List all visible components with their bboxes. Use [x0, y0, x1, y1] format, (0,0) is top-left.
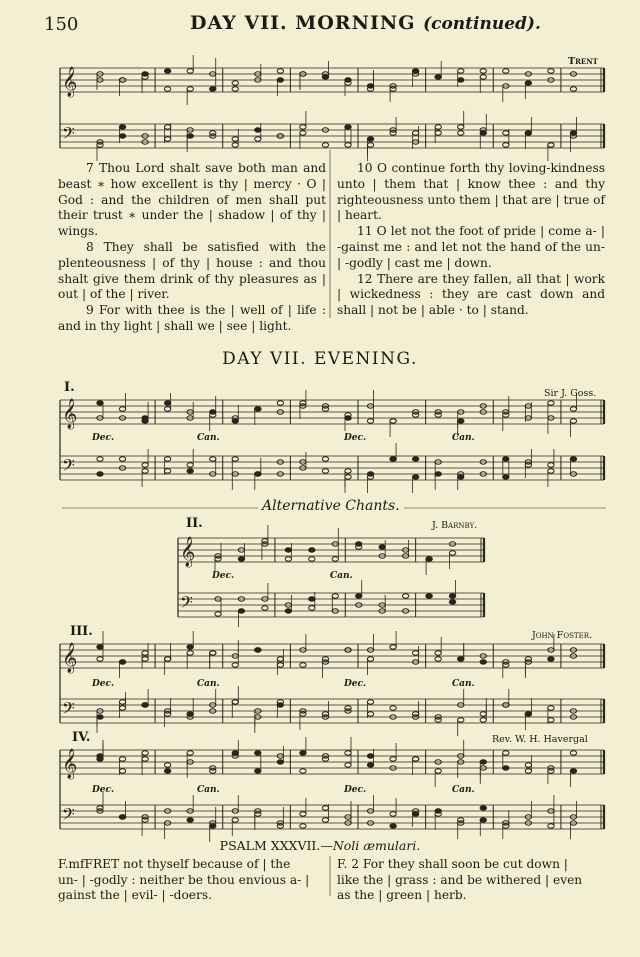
svg-text:𝄢: 𝄢 [62, 804, 75, 828]
psalm-column-left [58, 161, 326, 335]
svg-text:𝄞: 𝄞 [62, 399, 78, 429]
morning-chant-composer: Trent [568, 56, 598, 67]
chant-4-number: IV. [72, 730, 91, 745]
svg-text:𝄞: 𝄞 [62, 67, 78, 97]
svg-text:𝄢: 𝄢 [62, 455, 75, 479]
chant-2-number: II. [186, 516, 203, 531]
psalm-37-title [0, 838, 640, 853]
psalm-37-line: F.mfFRET not thyself because of | the [58, 857, 291, 871]
chant-3-number: III. [70, 624, 93, 639]
verse-9: 9 For with thee is the | well of | life : and in thy light | shall we | see | light. [58, 303, 326, 333]
psalm-37-line: F. 2 For they shall soon be cut down | [337, 857, 568, 871]
chant-4-can: Can. [197, 785, 220, 795]
verse-8: 8 They shall be satisfied with the plenteousness | of thy | house : and thou shalt give them drink of thy pleasures as | out | of the | river. [58, 239, 326, 302]
chant-1-dec: Dec. [92, 433, 115, 443]
verse-12: 12 There are they fallen, all that | work | wickedness : they are cast down and shall | not be | able · to | stand. [337, 271, 605, 318]
psalm-37-number: PSALM XXXVII. [219, 838, 321, 853]
chant-3-can: Can. [197, 679, 220, 689]
chant-1-can: Can. [197, 433, 220, 443]
evening-heading: DAY VII. EVENING. [222, 349, 418, 369]
svg-text:𝄞: 𝄞 [62, 749, 78, 779]
chant-4-composer: Rev. W. H. Havergal [492, 734, 588, 745]
chant-2-composer: J. Barnby. [432, 520, 478, 531]
svg-text:𝄢: 𝄢 [180, 592, 193, 616]
psalm-37-line: as the | green | herb. [337, 888, 467, 902]
chant-3-can-2: Can. [452, 679, 475, 689]
chant-2-can: Can. [330, 571, 353, 581]
psalm-37-line: gainst the | evil- | -doers. [58, 888, 212, 902]
psalm-37-verse-2 [337, 857, 582, 904]
chant-3-composer: John Foster. [532, 630, 592, 641]
chant-4-can-2: Can. [452, 785, 475, 795]
chant-4-dec: Dec. [92, 785, 115, 795]
svg-text:𝄢: 𝄢 [62, 698, 75, 722]
running-head-day: DAY VII. [190, 12, 288, 34]
verse-7: 7 Thou Lord shalt save both man and beast ∗ how excellent is thy | mercy · O | God : and the children of men shall put their trust ∗ under the | shadow | of thy | wings. [58, 161, 326, 239]
chant-2-dec: Dec. [212, 571, 235, 581]
chant-3-dec-2: Dec. [344, 679, 367, 689]
running-head-part: MORNING [295, 12, 416, 34]
page-number: 150 [44, 14, 79, 35]
psalm-37-line: un- | -godly : neither be thou envious a- | [58, 872, 310, 887]
svg-text:𝄞: 𝄞 [180, 537, 196, 567]
chant-4-dec-2: Dec. [344, 785, 367, 795]
verse-11: 11 O let not the foot of pride | come a- | -gainst me : and let not the hand of the un- | -godly | cast me | down. [337, 224, 605, 270]
svg-text:𝄞: 𝄞 [62, 643, 78, 673]
psalm-37-latin: —Noli æmulari. [320, 838, 421, 853]
chant-1-can-2: Can. [452, 433, 475, 443]
chant-1-dec-2: Dec. [344, 433, 367, 443]
svg-text:𝄢: 𝄢 [62, 123, 75, 147]
verse-10: 10 O continue forth thy loving-kindness unto | them that | know thee : and thy righteousness unto them | that are | true of | heart. [337, 161, 606, 223]
chant-1-composer: Sir J. Goss. [544, 388, 597, 399]
chant-3-dec: Dec. [92, 679, 115, 689]
psalm-37-verse-1 [58, 857, 309, 904]
chant-1-number: I. [64, 380, 75, 395]
running-head-continued: (continued). [423, 14, 541, 34]
alternative-chants-label: Alternative Chants. [262, 498, 400, 514]
psalm-column-right [337, 161, 605, 319]
psalm-37-line: like the | grass : and be withered | even [337, 872, 583, 887]
